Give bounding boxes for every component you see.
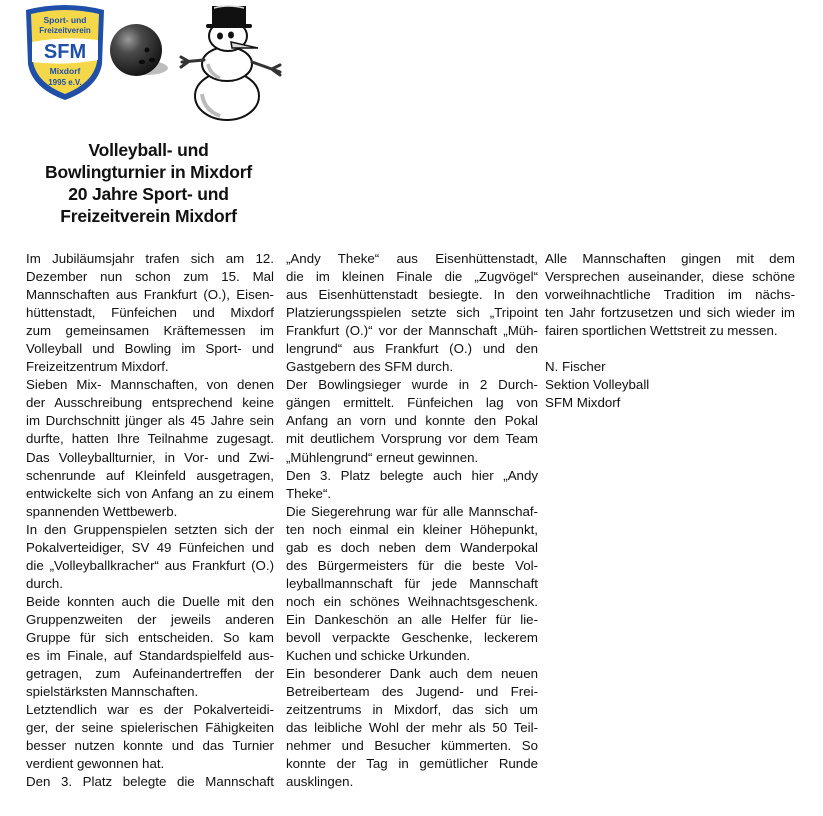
text-line: es im Finale, auf Standardspielfeld aus- (26, 648, 274, 664)
text-line: Gruppe für sich entscheiden. So kam (26, 629, 274, 645)
text-line: Freizeitzentrum Mixdorf. (26, 359, 169, 375)
text-line: zeitzentrums in Mixdorf, das sich um (286, 702, 538, 718)
text-line: bevoll verpackte Geschenke, leckerem (286, 629, 538, 645)
text-line: SFM Mixdorf (545, 395, 621, 411)
text-line: Dezember nun schon zum 15. Mal (26, 269, 274, 285)
text-line: Pokalverteidiger, SV 49 Fünfeichen und (26, 539, 274, 555)
headline-line-4: Freizeitverein Mixdorf (60, 206, 237, 226)
text-line: Versprechen auseinander, diese schöne (545, 269, 795, 285)
logo-abbrev: SFM (43, 41, 87, 63)
text-line: Letztendlich war es der Pokalverteidi- (26, 702, 274, 718)
paragraph-spacer (545, 340, 795, 358)
text-line: das leibliche Wohl der mehr als 50 Teil- (286, 720, 538, 736)
text-line: Betreiberteam des Jugend- und Frei- (286, 684, 538, 700)
text-line: ten Jahr fortzusetzen und sich wieder im (545, 305, 795, 321)
text-line: hüttenstadt, Fünfeichen und Mixdorf (26, 305, 274, 321)
text-line: zum gemeinsamen Kräftemessen im (26, 323, 274, 339)
text-line: N. Fischer (545, 359, 606, 375)
text-line: Ein besonderer Dank auch dem neuen (286, 666, 538, 682)
text-line: im Durchschnitt jünger als 45 Jahre sein (26, 413, 274, 429)
text-line: durch. (26, 575, 63, 591)
text-line: Sieben Mix- Mannschaften, von denen (26, 377, 274, 393)
text-line: Sektion Volleyball (545, 377, 650, 393)
headline-line-3: 20 Jahre Sport- und (68, 184, 229, 204)
logo-place: Mixdorf (49, 66, 81, 76)
article-column-1 (26, 250, 274, 791)
text-line: Gruppenzweiten der jeweils anderen (26, 611, 274, 627)
text-line: In den Gruppenspielen setzten sich der (26, 521, 274, 537)
text-line: entwickelte sich von Anfang an zu einem (26, 485, 274, 501)
logo-top-text2: Freizeitverein (39, 26, 91, 35)
snowman-icon (168, 2, 286, 122)
text-line: vorweihnachtliche Tradition im nächs- (545, 287, 795, 303)
text-line: konnte der Tag in gemütlicher Runde (286, 756, 538, 772)
text-line: „Mühlengrund“ erneut gewinnen. (286, 449, 479, 465)
text-line: noch ein schönes Weihnachtsgeschenk. (286, 593, 538, 609)
club-logo-icon (22, 2, 108, 102)
text-line: spielstärksten Mannschaften. (26, 684, 199, 700)
text-line: gab es doch neben dem Wanderpokal (286, 539, 538, 555)
text-line: Volleyball und Bowling im Sport- und (26, 341, 274, 357)
text-line: nehmer und Besucher kümmerten. So (286, 738, 538, 754)
text-line: mit deutlichem Vorsprung vor dem Team (286, 431, 538, 447)
text-line: Theke“. (286, 485, 332, 501)
text-line: getragen, zum Aufeinandertreffen der (26, 666, 274, 682)
text-line: „Andy Theke“ aus Eisenhüttenstadt, (286, 251, 538, 266)
text-line: Beide konnten auch die Duelle mit den (26, 593, 274, 609)
text-line: fairen sportlichen Wettstreit zu messen. (545, 323, 778, 339)
text-line: Der Bowlingsieger wurde in 2 Durch- (286, 377, 538, 393)
text-line: Frankfurt (O.)“ vor der Mannschaft „Müh- (286, 323, 538, 339)
text-line: spannenden Wettbewerb. (26, 503, 178, 519)
text-line: Den 3. Platz belegte die Mannschaft (26, 774, 274, 790)
text-line: die im kleinen Finale die „Zugvögel“ (286, 269, 538, 285)
header-images (0, 0, 300, 125)
text-line: gängen ermittelt. Fünfeichen lag von (286, 395, 538, 411)
text-line: Den 3. Platz belegte auch hier „Andy (286, 467, 538, 483)
headline-line-2: Bowlingturnier in Mixdorf (45, 162, 252, 182)
text-line: lengrund“ aus Frankfurt (O.) und den (286, 341, 538, 357)
text-line: durfte, hatten Ihre Teilnahme zugesagt. (26, 431, 274, 447)
text-line: ger, der seine spielerischen Fähigkeiten (26, 720, 274, 736)
text-line: der Ausschreibung entsprechend keine (26, 395, 274, 411)
article-column-3 (545, 250, 795, 412)
text-line: Gastgebern des SFM durch. (286, 359, 454, 375)
text-line: besser nutzen konnte und das Turnier (26, 738, 274, 754)
headline-line-1: Volleyball- und (88, 140, 209, 160)
text-line: ten noch einmal ein kleiner Höhepunkt, (286, 521, 538, 537)
text-line: Anfang an vorn und konnte den Pokal (286, 413, 538, 429)
text-line: Platzierungsspielen setzte sich „Tripoint (286, 305, 538, 321)
logo-founded: 1995 e.V. (48, 78, 82, 87)
text-line: Kuchen und schicke Urkunden. (286, 648, 471, 664)
text-line: verdient gewonnen hat. (26, 756, 165, 772)
text-line: schenrunde auf Kleinfeld ausgetragen, (26, 467, 274, 483)
text-line: Die Siegerehrung war für alle Mannschaf- (286, 503, 538, 519)
article-headline (26, 139, 271, 227)
logo-top-text: Sport- und (43, 15, 87, 25)
text-line: Ein Dankeschön an alle Helfer für lie- (286, 611, 538, 627)
text-line: Das Volleyballturnier, in Vor- und Zwi- (26, 449, 274, 465)
article-column-2 (286, 250, 538, 791)
bowling-ball-icon (108, 20, 170, 80)
text-line: Im Jubiläumsjahr trafen sich am 12. (26, 251, 274, 266)
text-line: Mannschaften aus Frankfurt (O.), Eisen- (26, 287, 274, 303)
text-line: Alle Mannschaften gingen mit dem (545, 251, 795, 266)
text-line: des Bürgermeisters für die beste Vol- (286, 557, 538, 573)
text-line: ausklingen. (286, 774, 354, 790)
text-line: die „Volleyballkracher“ aus Frankfurt (O.) (26, 557, 274, 573)
text-line: aus Eisenhüttenstadt besiegte. In den (286, 287, 538, 303)
text-line: leyballmannschaft für jede Mannschaft (286, 575, 538, 591)
